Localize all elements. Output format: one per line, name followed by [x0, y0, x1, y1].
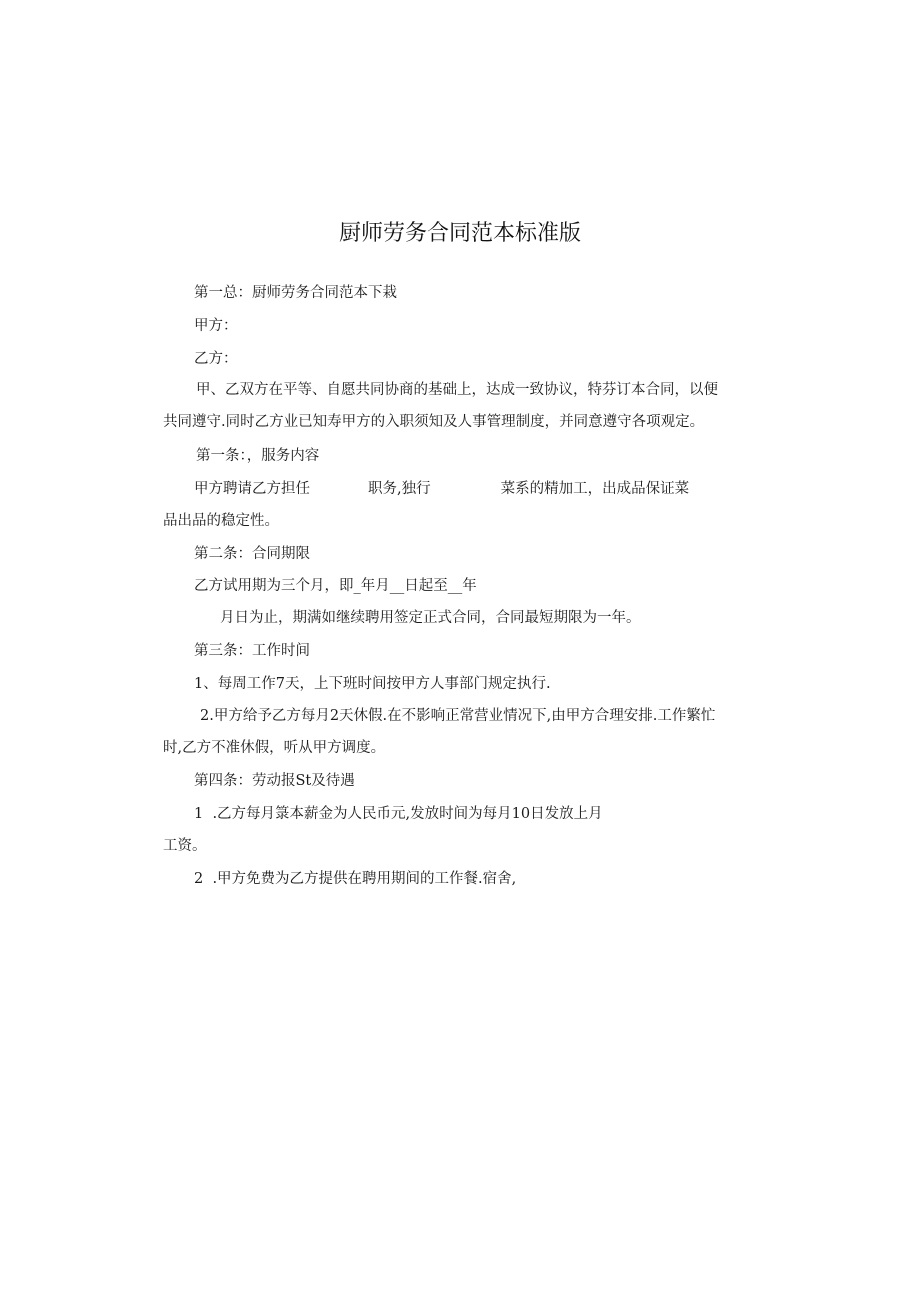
article-3-item-2-line-1: 2.甲方给予乙方每月2天休假.在不影响正常营业情况下,由甲方合理安排.工作繁忙	[200, 708, 716, 724]
heading-intro: 第一总：厨师劳务合同范本下栽	[194, 285, 397, 301]
article-4-item-1-line-1	[194, 804, 603, 824]
article-4-item-2	[194, 869, 516, 889]
party-a-label: 甲方：	[194, 318, 238, 334]
article-1-text-part-a: 甲方聘请乙方担任	[194, 481, 310, 497]
party-b-label: 乙方：	[194, 351, 238, 367]
article-4-item-1-line-2: 工资。	[163, 838, 207, 854]
preamble-line-2: 共同遵守.同时乙方业已知寿甲方的入职须知及人事管理制度，并同意遵守各项观定。	[163, 414, 705, 430]
article-1-text-part-c: 菜系的精加工，出成品保证菜	[500, 481, 690, 497]
article-1-title: 第一条：，服务内容	[196, 448, 320, 464]
document-title: 厨师劳务合同范本标准版	[338, 221, 581, 246]
preamble-line-1: 甲、乙双方在平等、自愿共同协商的基础上，达成一致协议，特芬订本合同，以便	[196, 382, 718, 398]
article-3-title: 第三条：工作时间	[194, 643, 310, 659]
article-2-text-line-1: 乙方试用期为三个月，即_年月__日起至__年	[194, 578, 477, 594]
article-4-title: 第四条：劳动报St及待遇	[194, 773, 355, 789]
article-1-text-part-b: 职务,独行	[368, 481, 431, 497]
article-4-item-2-text: 2 .甲方免费为乙方提供在聘用期间的工作餐.宿舍,	[194, 871, 517, 887]
article-2-text-line-2: 月日为止，期满如继续聘用签定正式合同，合同最短期限为一年。	[220, 610, 641, 626]
article-2-title: 第二条：合同期限	[194, 546, 310, 562]
article-1-text-line-2: 品出品的稳定性。	[163, 513, 279, 529]
article-3-item-1: 1、每周工作7天，上下班时间按甲方人事部门规定执行.	[194, 676, 551, 692]
article-1-text-line-1	[194, 479, 689, 499]
article-3-item-2-line-2: 时,乙方不准休假，听从甲方调度。	[163, 740, 386, 756]
article-4-item-1-text: 1 .乙方每月箓本薪金为人民币元,发放时间为每月10日发放上月	[194, 806, 603, 822]
